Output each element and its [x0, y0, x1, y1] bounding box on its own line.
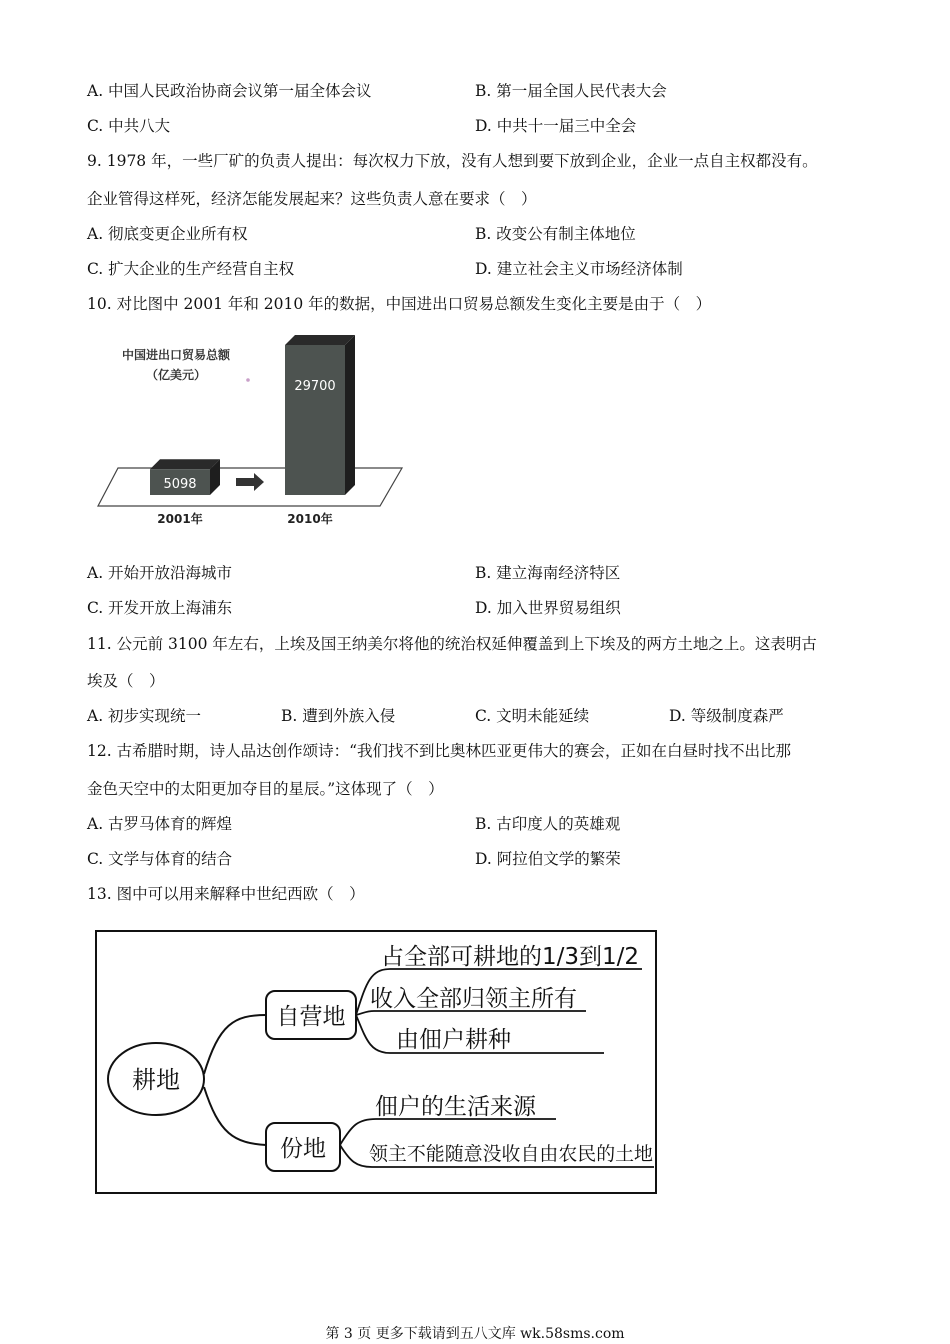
branch-2-item-1: 佃户的生活来源 — [375, 1094, 536, 1120]
q8-option-a: A. 中国人民政治协商会议第一届全体会议 — [87, 82, 372, 100]
chart-floor — [98, 468, 402, 506]
chart-unit: （亿美元） — [145, 368, 207, 382]
q11-option-a: A. 初步实现统一 — [87, 707, 202, 725]
q10-option-d: D. 加入世界贸易组织 — [475, 599, 621, 617]
chart-title: 中国进出口贸易总额 — [121, 348, 231, 362]
q9-option-a: A. 彻底变更企业所有权 — [87, 225, 248, 243]
q12-stem-line2: 金色天空中的太阳更加夺目的星辰。”这体现了（ ） — [87, 780, 444, 798]
q11-option-b: B. 遭到外族入侵 — [281, 707, 396, 725]
q11-option-d: D. 等级制度森严 — [669, 707, 784, 725]
x-tick-2010: 2010年 — [287, 512, 333, 526]
q12-stem-line1: 12. 古希腊时期，诗人品达创作颂诗：“我们找不到比奥林匹亚更伟大的赛会，正如在白昼时找不出比那 — [87, 742, 792, 760]
q9-option-b: B. 改变公有制主体地位 — [475, 225, 636, 243]
q12-option-d: D. 阿拉伯文学的繁荣 — [475, 850, 621, 868]
branch-1-item-3: 由佃户耕种 — [396, 1027, 511, 1053]
q9-stem-line1: 9. 1978 年，一些厂矿的负责人提出：每次权力下放，没有人想到要下放到企业，企业一点自主权都没有。 — [87, 152, 818, 170]
q9-option-c: C. 扩大企业的生产经营自主权 — [87, 260, 295, 278]
q12-option-a: A. 古罗马体育的辉煌 — [87, 815, 233, 833]
branch-1-item-2: 收入全部归领主所有 — [370, 986, 577, 1012]
q13-stem: 13. 图中可以用来解释中世纪西欧（ ） — [87, 885, 365, 903]
bar-1-top — [285, 335, 355, 345]
q12-option-c: C. 文学与体育的结合 — [87, 850, 233, 868]
bar-1 — [285, 345, 345, 495]
x-tick-2001: 2001年 — [157, 512, 203, 526]
bar-1-side — [345, 335, 355, 495]
q9-stem-line2: 企业管得这样死，经济怎能发展起来？这些负责人意在要求（ ） — [87, 190, 537, 208]
chart-dot — [246, 378, 250, 382]
root-label: 耕地 — [132, 1066, 180, 1094]
q10-option-a: A. 开始开放沿海城市 — [87, 564, 233, 582]
bar-0-value-label: 5098 — [163, 477, 197, 492]
q8-option-d: D. 中共十一届三中全会 — [475, 117, 637, 135]
q12-option-b: B. 古印度人的英雄观 — [475, 815, 621, 833]
q8-option-b: B. 第一届全国人民代表大会 — [475, 82, 667, 100]
q9-option-d: D. 建立社会主义市场经济体制 — [475, 260, 683, 278]
bar-1-value-label: 29700 — [294, 379, 336, 394]
q10-stem: 10. 对比图中 2001 年和 2010 年的数据，中国进出口贸易总额发生变化主要是由于（ ） — [87, 295, 712, 313]
trade-chart — [90, 330, 410, 535]
q11-stem-line1: 11. 公元前 3100 年左右，上埃及国王纳美尔将他的统治权延伸覆盖到上下埃及的两方土地之上。这表明古 — [87, 635, 817, 653]
manor-diagram — [94, 929, 660, 1197]
q8-option-c: C. 中共八大 — [87, 117, 171, 135]
branch-1-item-1: 占全部可耕地的1/3到1/2 — [381, 944, 640, 970]
q10-option-b: B. 建立海南经济特区 — [475, 564, 621, 582]
q10-option-c: C. 开发开放上海浦东 — [87, 599, 233, 617]
branch-2-item-2: 领主不能随意没收自由农民的土地 — [369, 1143, 653, 1165]
branch-1-label: 自营地 — [276, 1004, 346, 1030]
q11-stem-line2: 埃及（ ） — [87, 672, 165, 690]
page-footer: 第 3 页 更多下载请到五八文库 wk.58sms.com — [325, 1326, 625, 1342]
q11-option-c: C. 文明未能延续 — [475, 707, 590, 725]
bar-0-top — [150, 459, 220, 469]
branch-2-label: 份地 — [280, 1136, 326, 1162]
